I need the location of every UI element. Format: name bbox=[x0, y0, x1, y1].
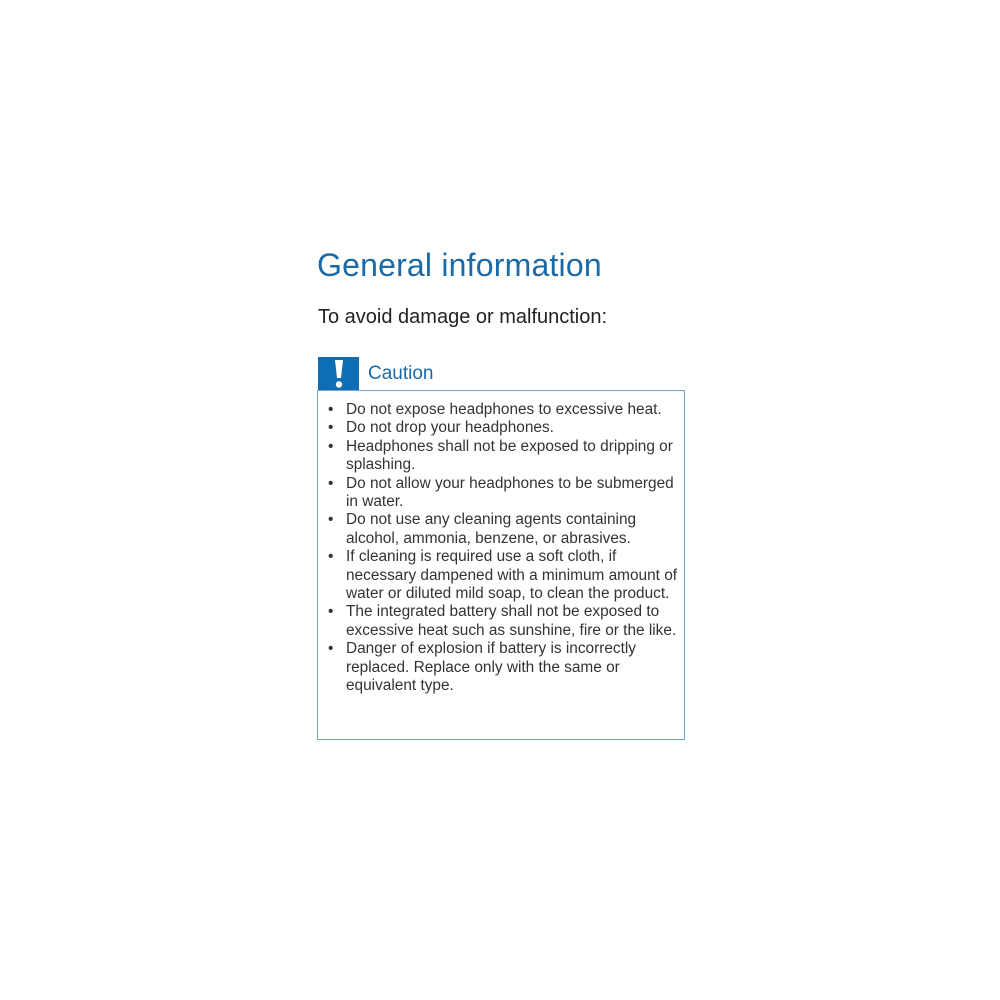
page-title: General information bbox=[317, 247, 602, 283]
list-item bbox=[326, 640, 686, 695]
list-item bbox=[326, 419, 686, 437]
bullet: • bbox=[328, 603, 334, 621]
bullet: • bbox=[328, 401, 334, 418]
bullet: • bbox=[328, 548, 334, 566]
list-item bbox=[326, 438, 686, 475]
bullet: • bbox=[328, 419, 334, 437]
caution-list bbox=[326, 401, 686, 696]
list-item bbox=[326, 603, 686, 640]
list-item-text: Headphones shall not be exposed to dripping or splashing. bbox=[346, 437, 673, 474]
list-item-text: Danger of explosion if battery is incorrectly replaced. Replace only with the same or equivalent type. bbox=[346, 640, 636, 695]
list-item bbox=[326, 475, 686, 512]
list-item-text: Do not drop your headphones. bbox=[346, 419, 554, 437]
bullet: • bbox=[328, 437, 334, 455]
exclamation-icon bbox=[318, 357, 359, 391]
list-item bbox=[326, 548, 686, 603]
caution-label: Caution bbox=[368, 363, 434, 384]
intro-text: To avoid damage or malfunction: bbox=[318, 306, 608, 328]
list-item-text: If cleaning is required use a soft cloth, if necessary dampened with a minimum amount of water or diluted mild soap, to clean the product. bbox=[346, 548, 678, 603]
list-item-text: Do not use any cleaning agents containing alcohol, ammonia, benzene, or abrasives. bbox=[346, 511, 637, 547]
list-item bbox=[326, 511, 686, 548]
caution-box bbox=[317, 390, 685, 740]
bullet: • bbox=[328, 474, 334, 492]
bullet: • bbox=[328, 640, 334, 658]
list-item-text: Do not allow your headphones to be submerged in water. bbox=[346, 474, 674, 511]
list-item-text: Do not expose headphones to excessive heat. bbox=[346, 401, 662, 418]
bullet: • bbox=[328, 511, 334, 529]
list-item bbox=[326, 401, 686, 419]
list-item-text: The integrated battery shall not be exposed to excessive heat such as sunshine, fire or the like. bbox=[346, 603, 677, 639]
